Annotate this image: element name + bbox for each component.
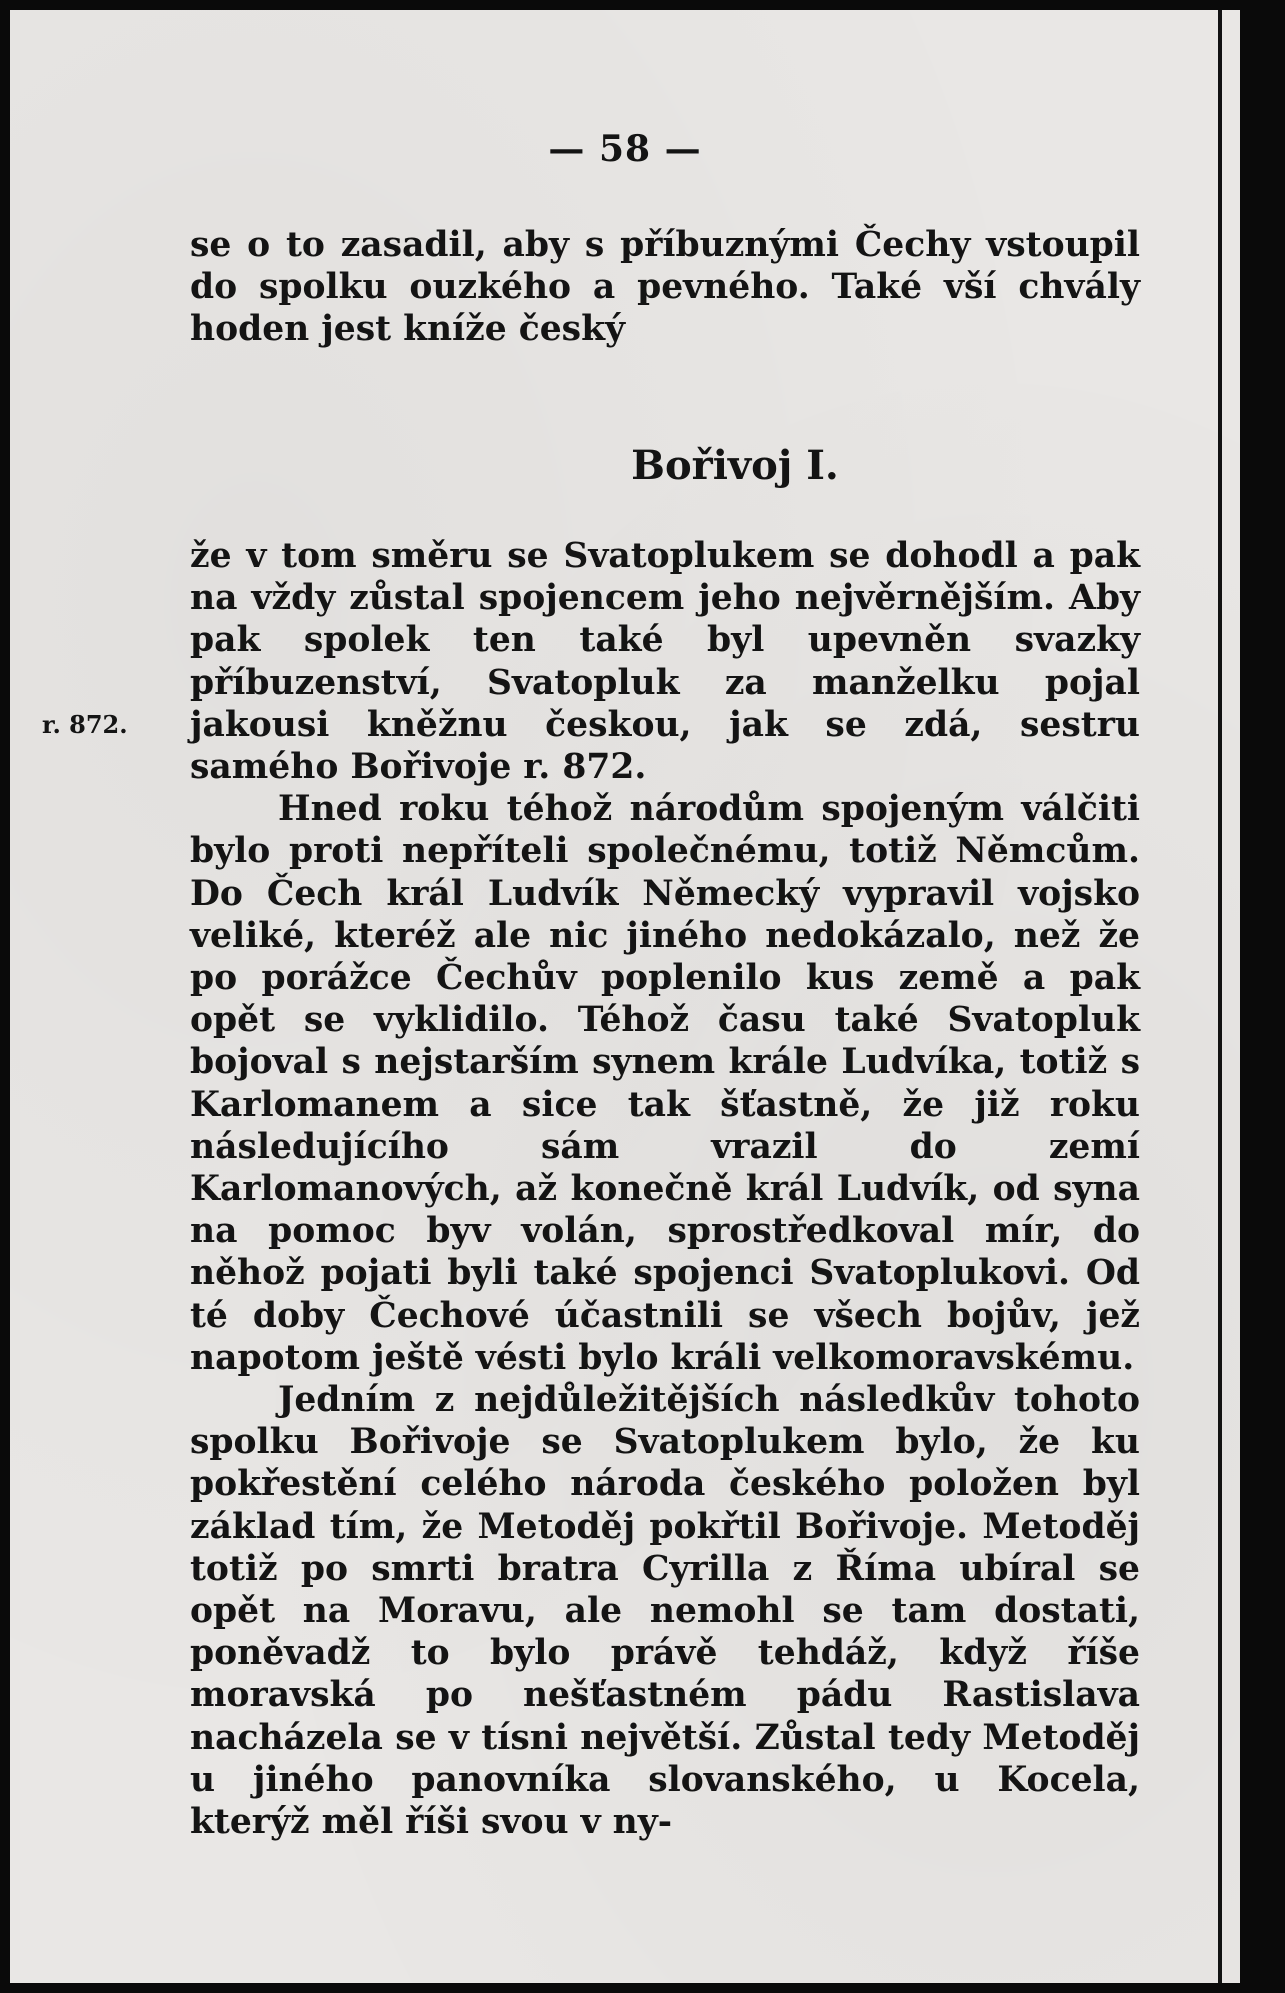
book-page xyxy=(10,10,1240,1983)
intro-line-1: se o to zasadil, aby s příbuznými Čechy vstoupil xyxy=(190,225,1140,265)
margin-note-year: r. 872. xyxy=(42,710,128,739)
intro-text xyxy=(190,224,1140,351)
intro-line-3: hoden jest kníže český xyxy=(190,309,626,350)
paragraph-1: že v tom směru se Svatoplukem se dohodl a pak na vždy zůstal spojencem jeho nejvěrnějším. Aby pak spolek ten také byl upevněn svazky příbuzenství, Svatopluk za manželku pojal jakousi kněžnu českou, jak se zdá, sestru samého Bořivoje r. 872. xyxy=(190,536,1140,788)
page-edge-line xyxy=(1218,10,1222,1983)
body-text xyxy=(190,535,1140,1843)
paragraph-2: Hned roku téhož národům spojeným válčiti bylo proti nepříteli společnému, totiž Němcům. Do Čech král Ludvík Německý vypravil vojsko veliké, kteréž ale nic jiného nedokázalo, než že po porážce Čechův poplenilo kus země a pak opět se vyklidilo. Téhož času také Svatopluk bojoval s nejstarším synem krále Ludvíka, totiž s Karlomanem a sice tak šťastně, že již roku následujícího sám vrazil do zemí Karlomanových, až konečně král Ludvík, od syna na pomoc byv volán, sprostředkoval mír, do něhož pojati byli také spojenci Svatoplukovi. Od té doby Čechové účastnili se všech bojův, jež napotom ještě vésti bylo králi velkomoravskému. xyxy=(190,789,1140,1378)
intro-line-2: do spolku ouzkého a pevného. Také vší chvály xyxy=(190,267,1140,308)
section-heading: Bořivoj I. xyxy=(631,442,839,489)
page-number: — 58 — xyxy=(548,128,702,170)
paragraph-3: Jedním z nejdůležitějších následkův tohoto spolku Bořivoje se Svatoplukem bylo, že ku pokřestění celého národa českého položen byl základ tím, že Metoděj pokřtil Bořivoje. Metoděj totiž po smrti bratra Cyrilla z Říma ubíral se opět na Moravu, ale nemohl se tam dostati, poněvadž to bylo právě tehdáž, když říše moravská po nešťastném pádu Rastislava nacházela se v tísni největší. Zůstal tedy Metoděj u jiného panovníka slovanského, u Kocela, kterýž měl říši svou v ny- xyxy=(190,1380,1140,1843)
